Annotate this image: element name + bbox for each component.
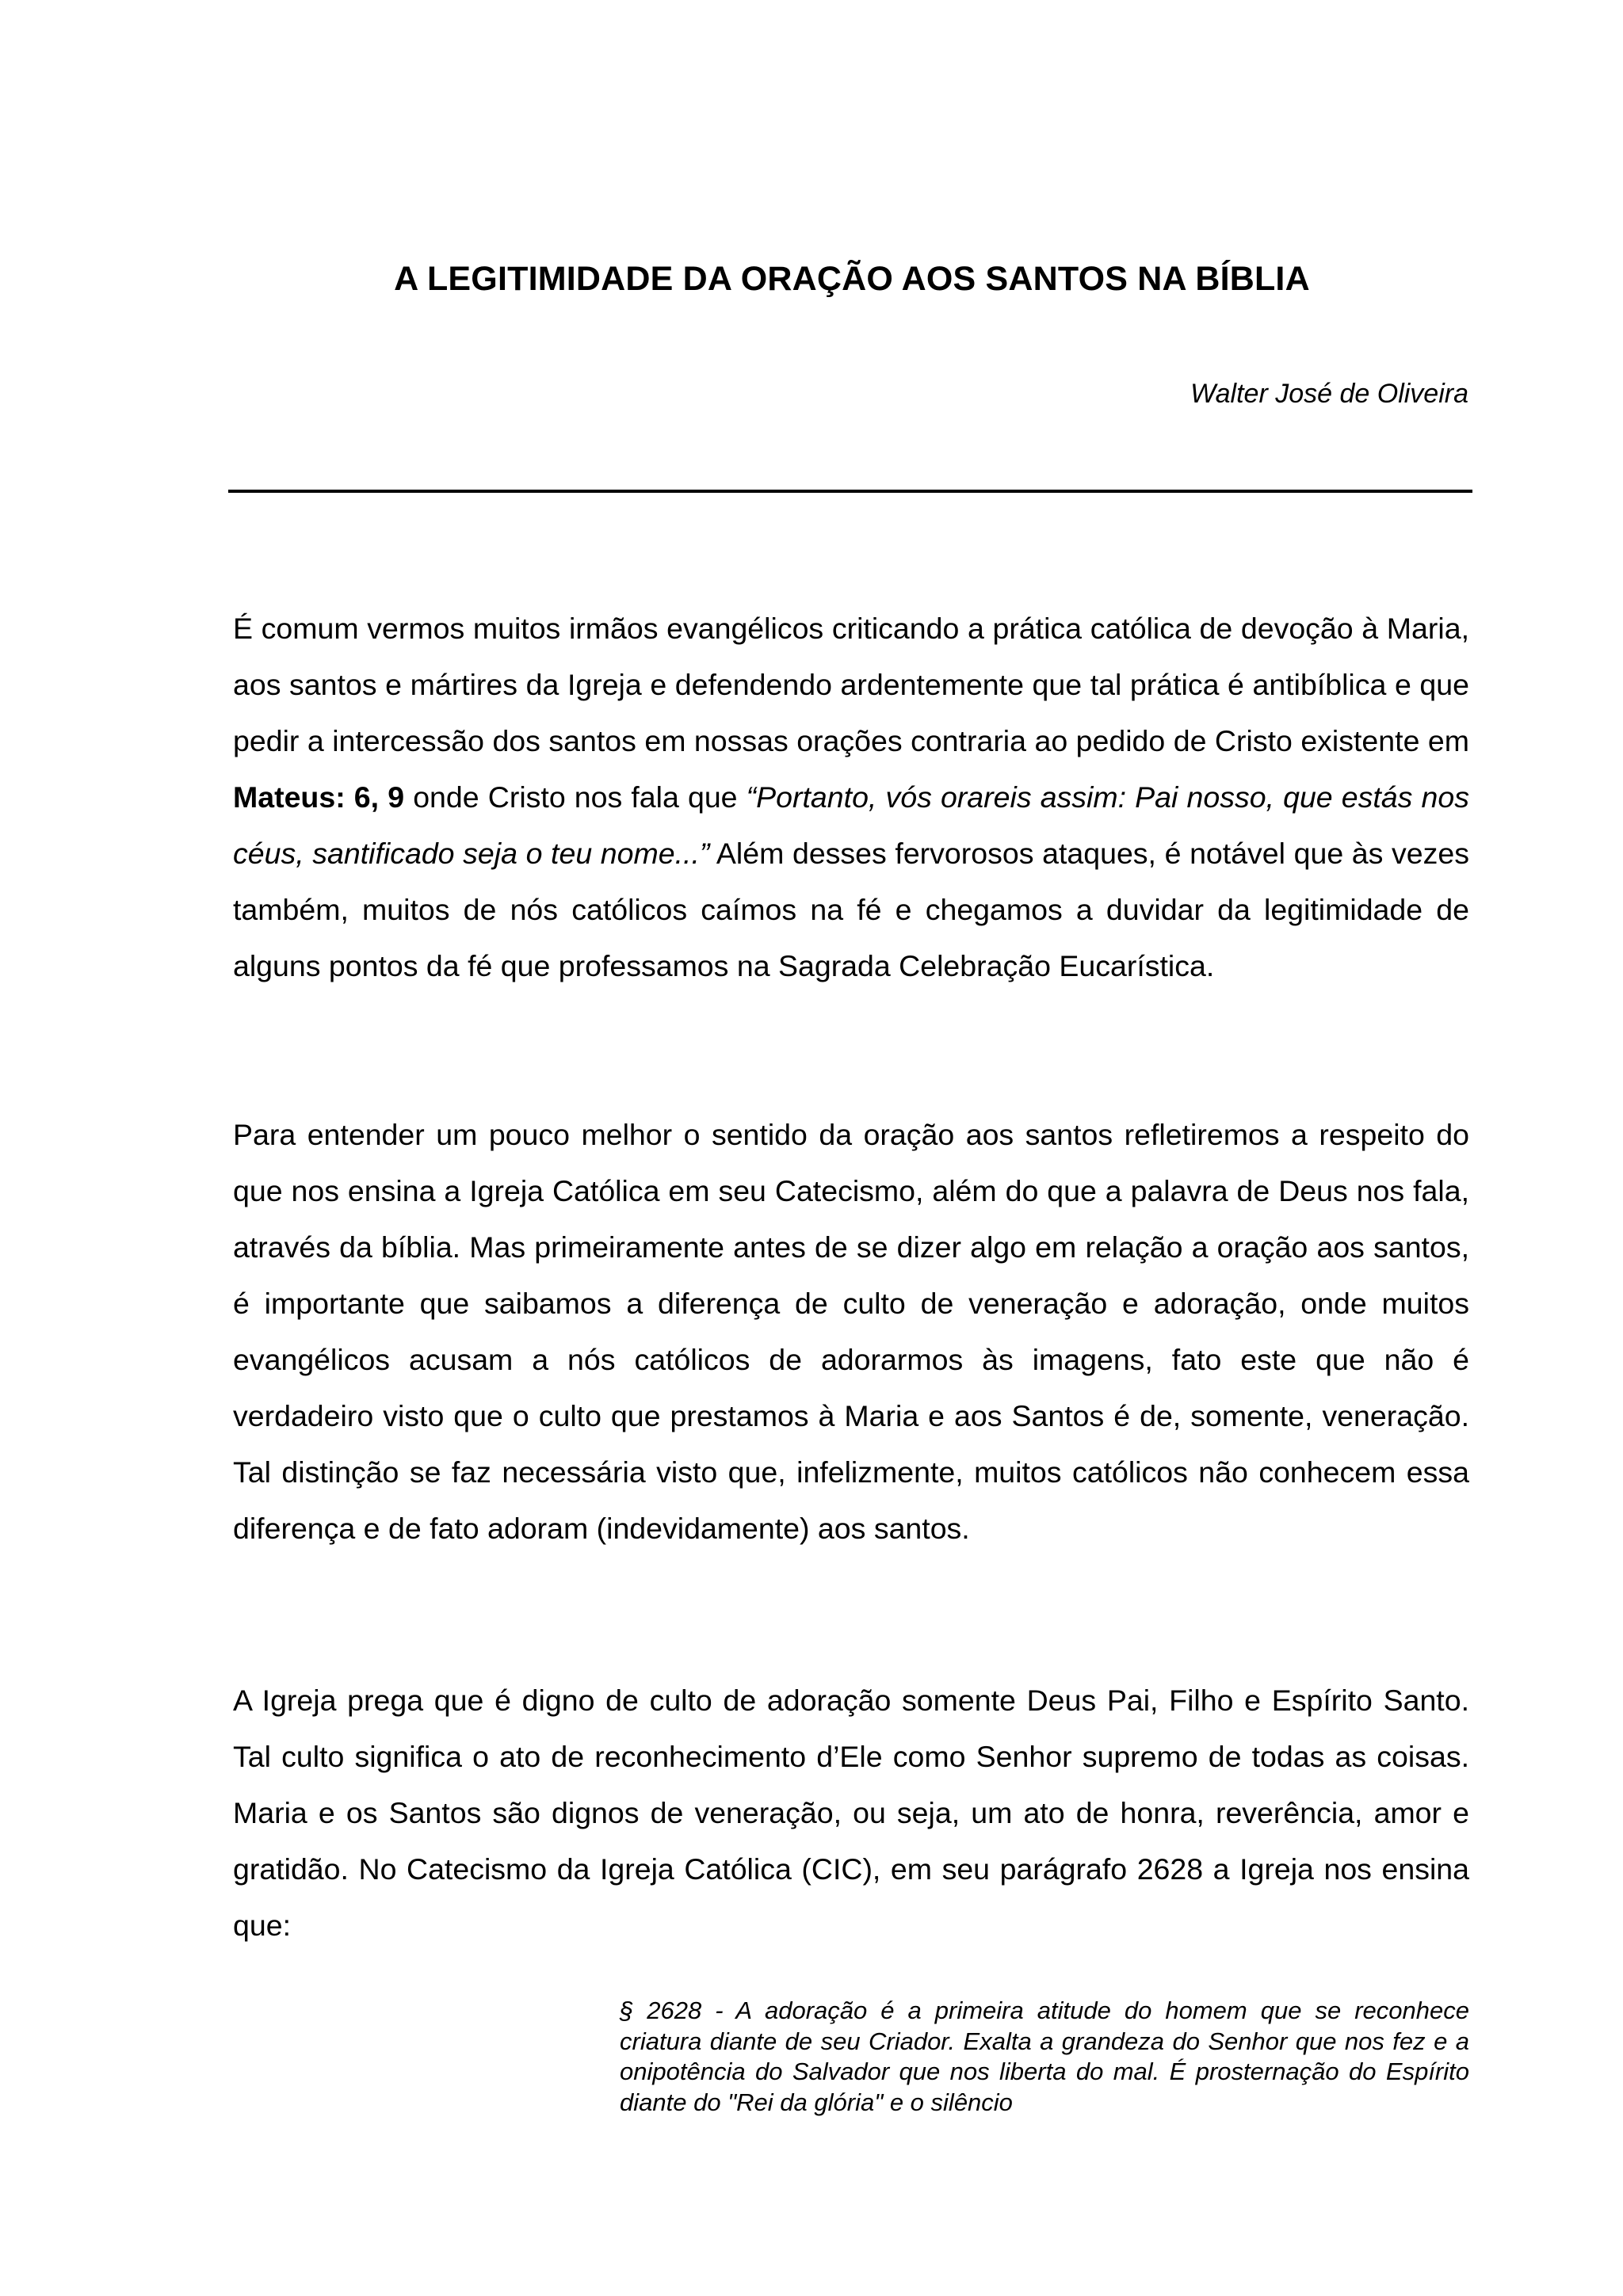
author-name: Walter José de Oliveira: [1190, 379, 1468, 409]
paragraph-1-text-c: Além desses fervorosos ataques, é notável que às vezes também, muitos de nós católicos caímos na fé e chegamos a duvidar da legitimidade de alguns pontos da fé que professamos na Sagrada Celebração Eucarística.: [233, 837, 1469, 982]
page-title: A LEGITIMIDADE DA ORAÇÃO AOS SANTOS NA BÍBLIA: [394, 260, 1310, 298]
paragraph-1-text-a: É comum vermos muitos irmãos evangélicos criticando a prática católica de devoção à Maria, aos santos e mártires da Igreja e defendendo ardentemente que tal prática é antibíblica e que pedir a intercessão dos santos em nossas orações contraria ao pedido de Cristo existente em: [233, 612, 1469, 757]
paragraph-3: A Igreja prega que é digno de culto de adoração somente Deus Pai, Filho e Espírito Santo. Tal culto significa o ato de reconhecimento d’Ele como Senhor supremo de todas as coisas. Maria e os Santos são dignos de veneração, ou seja, um ato de honra, reverência, amor e gratidão. No Catecismo da Igreja Católica (CIC), em seu parágrafo 2628 a Igreja nos ensina que:: [233, 1684, 1469, 1942]
paragraph-1-text-b: onde Cristo nos fala que: [404, 780, 747, 814]
catechism-block-quote: § 2628 - A adoração é a primeira atitude do homem que se reconhece criatura diante de seu Criador. Exalta a grandeza do Senhor que nos fez e a onipotência do Salvador que nos liberta do mal. É prosternação do Espírito diante do "Rei da glória" e o silêncio: [620, 1997, 1469, 2116]
bible-reference: Mateus: 6, 9: [233, 780, 405, 814]
paragraph-1: [233, 601, 1469, 994]
title-divider: [228, 490, 1472, 493]
bible-quote: “Portanto, vós orareis assim: Pai nosso, que estás nos céus, santificado seja o teu nome...”: [233, 780, 1470, 870]
paragraph-2: Para entender um pouco melhor o sentido da oração aos santos refletiremos a respeito do que nos ensina a Igreja Católica em seu Catecismo, além do que a palavra de Deus nos fala, através da bíblia. Mas primeiramente antes de se dizer algo em relação a oração aos santos, é importante que saibamos a diferença de culto de veneração e adoração, onde muitos evangélicos acusam a nós católicos de adorarmos às imagens, fato este que não é verdadeiro visto que o culto que prestamos à Maria e aos Santos é de, somente, veneração. Tal distinção se faz necessária visto que, infelizmente, muitos católicos não conhecem essa diferença e de fato adoram (indevidamente) aos santos.: [233, 1118, 1469, 1545]
